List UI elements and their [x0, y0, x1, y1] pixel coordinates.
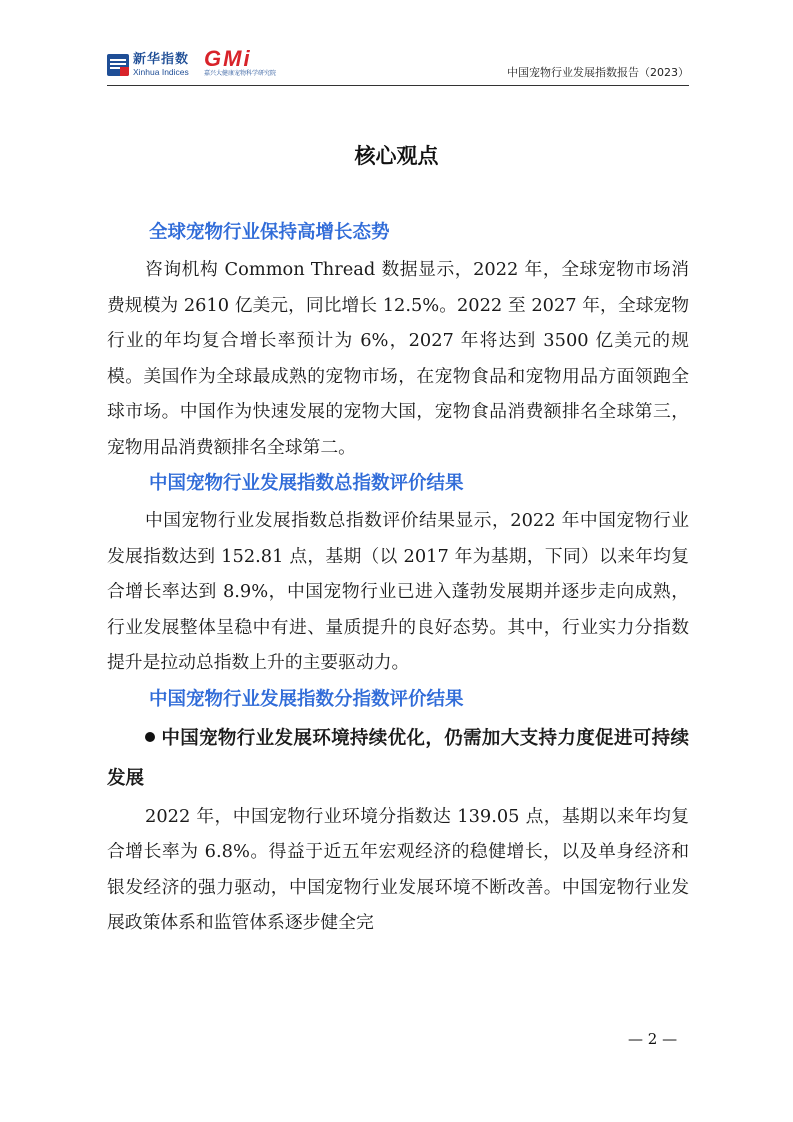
section-heading-sub-index: 中国宠物行业发展指数分指数评价结果 — [149, 688, 464, 710]
gmi-logo-subtitle: 嘉兴大健康宠物科学研究院 — [204, 70, 277, 77]
section-paragraph-total-index: 中国宠物行业发展指数总指数评价结果显示，2022 年中国宠物行业发展指数达到 152.81 点，基期（以 2017 年为基期，下同）以来年均复合增长率达到 8.9%，中国宠物行业已进入蓬勃发展期并逐步走向成熟，行业发展整体呈稳中有进、量质提升的良好态势。其中，行业实力分指数提升是拉动总指数上升的主要驱动力。 — [107, 510, 689, 673]
gmi-logo-word: GMi — [204, 46, 252, 71]
header-divider — [107, 85, 689, 86]
main-content — [107, 214, 689, 941]
page-header — [107, 46, 689, 86]
xinhua-logo-cn: 新华指数 — [133, 52, 190, 68]
section-paragraph-sub-index: 2022 年，中国宠物行业环境分指数达 139.05 点，基期以来年均复合增长率为 6.8%。得益于近五年宏观经济的稳健增长，以及单身经济和银发经济的强力驱动，中国宠物行业发展环境不断改善。中国宠物行业发展政策体系和监管体系逐步健全完 — [107, 805, 689, 933]
section-heading-total-index: 中国宠物行业发展指数总指数评价结果 — [149, 473, 464, 494]
section-paragraph-global: 咨询机构 Common Thread 数据显示，2022 年，全球宠物市场消费规模为 2610 亿美元，同比增长 12.5%。2022 至 2027 年，全球宠物行业的年均复合增长率预计为 6%，2027 年将达到 3500 亿美元的规模。美国作为全球最成熟的宠物市场，在宠物食品和宠物用品方面领跑全球市场。中国作为快速发展的宠物大国，宠物食品消费额排名全球第三，宠物用品消费额排名全球第二。 — [107, 259, 689, 458]
xinhua-indices-logo — [107, 50, 189, 80]
xinhua-logo-icon — [107, 54, 129, 76]
gmi-logo — [204, 48, 292, 80]
xinhua-logo-en: Xinhua Indices — [133, 67, 189, 78]
bullet-point — [107, 719, 689, 799]
page-number: — 2 — — [628, 1030, 678, 1048]
section-heading-global: 全球宠物行业保持高增长态势 — [149, 222, 390, 243]
page-title: 核心观点 — [354, 144, 439, 168]
bullet-dot-icon — [145, 732, 155, 742]
report-title: 中国宠物行业发展指数报告（2023） — [507, 66, 689, 79]
bullet-text: 中国宠物行业发展环境持续优化，仍需加大支持力度促进可持续发展 — [107, 727, 689, 789]
